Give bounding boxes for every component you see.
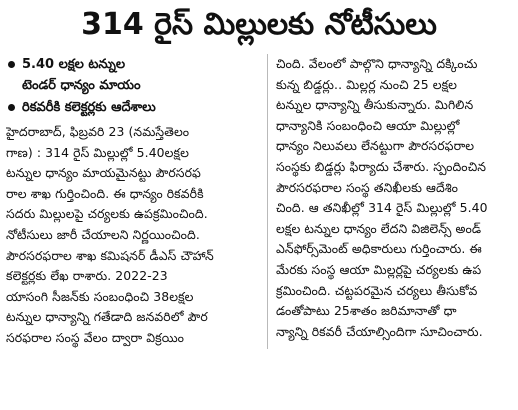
text-line: టన్నుల ధాన్యాన్ని గతేడాది జనవరిలో పౌర bbox=[6, 309, 208, 325]
highlight-bullets bbox=[6, 54, 261, 118]
text-line: లక్షల టన్నుల ధాన్యం లేదని విజిలెన్స్ అండ్ bbox=[276, 220, 482, 236]
highlight-bullet bbox=[6, 54, 261, 96]
text-line: న్యాన్ని రికవరీ చేయాల్సిందిగా సూచించారు. bbox=[276, 323, 483, 339]
text-line: సదరు మిల్లులపై చర్యలకు ఉపక్రమించింది. bbox=[6, 206, 208, 222]
bullet-dot-icon bbox=[8, 104, 15, 111]
highlight-bullet bbox=[6, 97, 261, 118]
text-line: రాల శాఖ గుర్తించింది. ఈ ధాన్యం రికవరీకి bbox=[6, 185, 204, 201]
bullet-line: టెండర్ ధాన్యం మాయం bbox=[22, 78, 141, 93]
text-line: పౌరసరఫరాల సంస్థ తనిఖీలకు ఆదేశిం bbox=[276, 179, 459, 195]
text-line: సరఫరాల సంస్థ వేలం ద్వారా విక్రయిం bbox=[6, 329, 185, 345]
text-line: సంస్థకు బిడ్డర్లు ఫిర్యాదు చేశారు. స్పందించిన bbox=[276, 158, 487, 174]
text-line: డంతోపాటు 25శాతం జరిమానాతో ధా bbox=[276, 303, 457, 319]
left-column bbox=[6, 54, 268, 349]
text-line: చింది. ఆ తనిఖీల్లో 314 రైస్ మిల్లుల్లో 5.40 bbox=[276, 200, 488, 216]
text-line: కలెక్టర్లకు లేఖ రాశారు. 2022-23 bbox=[6, 268, 168, 284]
text-line: మేరకు సంస్థ ఆయా మిల్లర్లపై చర్యలకు ఉప bbox=[276, 261, 482, 277]
text-line: నోటీసులు జారీ చేయాలని నిర్ణయించింది. bbox=[6, 226, 200, 242]
bullet-line: రికవరీకి కలెక్టర్లకు ఆదేశాలు bbox=[22, 100, 156, 115]
left-column-text bbox=[6, 122, 261, 349]
article-body bbox=[6, 54, 512, 349]
text-line: కున్న బిడ్డర్లు.. మిల్లర్ల నుంచి 25 లక్షల bbox=[276, 76, 458, 92]
text-line: హైదరాబాద్, ఫిబ్రవరి 23 (నమస్తేతెలం bbox=[6, 124, 190, 139]
text-line: ధాన్యం నిలువలు లేనట్టుగా పౌరసరఫరాల bbox=[276, 138, 475, 154]
text-line: క్రమించింది. చట్టపరమైన చర్యలు తీసుకోవ bbox=[276, 282, 478, 298]
text-line: గాణ) : 314 రైస్ మిల్లుల్లో 5.40లక్షల bbox=[6, 144, 190, 160]
bullet-dot-icon bbox=[8, 61, 15, 68]
right-column bbox=[268, 54, 512, 349]
text-line: యాసంగి సీజన్‌కు సంబంధించి 38లక్షల bbox=[6, 288, 194, 304]
text-line: ఎన్‌ఫోర్స్‌మెంట్ అధికారులు గుర్తించారు. ఈ bbox=[276, 241, 482, 257]
text-line: టన్నుల ధాన్యాన్ని తీసుకున్నారు. మిగిలిన bbox=[276, 97, 474, 113]
text-line: ధాన్యానికి సంబంధించి ఆయా మిల్లుల్లో bbox=[276, 117, 460, 133]
text-line: టన్నుల ధాన్యం మాయమైనట్టు పౌరసరఫ bbox=[6, 165, 201, 181]
text-line: పౌరసరఫరాల శాఖ కమిషనర్ డీఎస్ చౌహాన్ bbox=[6, 247, 214, 263]
bullet-line: 5.40 లక్షల టన్నుల bbox=[22, 57, 126, 72]
text-line: చింది. వేలంలో పాల్గొని ధాన్యాన్ని దక్కించు bbox=[276, 56, 478, 71]
headline: 314 రైస్ మిల్లులకు నోటీసులు bbox=[81, 7, 437, 42]
